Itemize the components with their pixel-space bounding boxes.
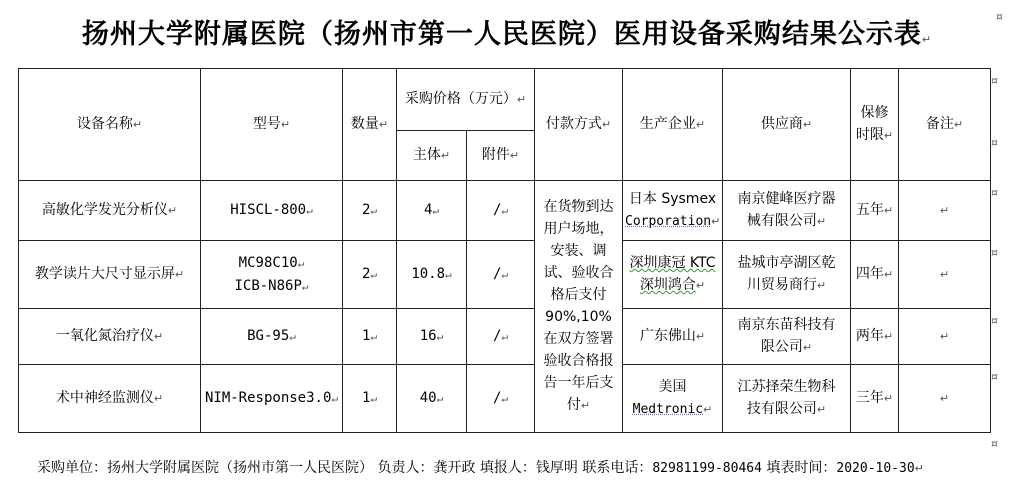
- header-price-group: 采购价格（万元）↵: [397, 69, 535, 131]
- cell-qty: 1↵: [343, 365, 397, 433]
- cell-model: HISCL-800↵: [201, 181, 343, 241]
- cell-supplier: 南京健峰医疗器 械有限公司↵: [723, 181, 851, 241]
- footer-filler: 钱厚明: [535, 460, 578, 476]
- cell-manufacturer: 深圳康冠 KTC 深圳鸿合↵: [623, 241, 723, 309]
- procurement-table: [18, 68, 991, 433]
- cell-remark: ↵: [899, 181, 991, 241]
- cell-qty: 2↵: [343, 181, 397, 241]
- cell-price-main: 4↵: [397, 181, 467, 241]
- row-end-mark: ¤: [991, 314, 998, 327]
- header-warranty: 保修 时限↵: [851, 69, 899, 181]
- footer-unit: 扬州大学附属医院（扬州市第一人民医院）: [107, 460, 373, 476]
- header-payment: 付款方式↵: [535, 69, 623, 181]
- header-price-attach: 附件↵: [467, 131, 535, 181]
- footer-owner-label: 负责人：: [377, 460, 434, 476]
- table-row: [19, 241, 991, 309]
- document-title: [0, 12, 1014, 51]
- cell-remark: ↵: [899, 309, 991, 365]
- row-end-mark: ¤: [991, 246, 998, 259]
- header-price-main: 主体↵: [397, 131, 467, 181]
- footer-date-label: 填表时间：: [766, 460, 837, 476]
- paragraph-mark: ↵: [921, 33, 933, 46]
- cell-price-attach: /↵: [467, 181, 535, 241]
- row-end-mark: ¤: [991, 74, 998, 87]
- header-qty: 数量↵: [343, 69, 397, 181]
- cell-manufacturer: 广东佛山↵: [623, 309, 723, 365]
- footer-phone: 82981199-80464: [652, 461, 762, 476]
- cell-warranty: 三年↵: [851, 365, 899, 433]
- cell-model: MC98C10↵ ICB-N86P↵: [201, 241, 343, 309]
- footer-date: 2020-10-30: [836, 461, 915, 476]
- cell-price-attach: /↵: [467, 365, 535, 433]
- paragraph-mark: ↵: [914, 462, 924, 475]
- cell-model: BG-95↵: [201, 309, 343, 365]
- cell-price-main: 16↵: [397, 309, 467, 365]
- header-supplier: 供应商↵: [723, 69, 851, 181]
- cell-supplier: 南京东苗科技有 限公司↵: [723, 309, 851, 365]
- cell-name: 术中神经监测仪↵: [19, 365, 201, 433]
- cell-qty: 1↵: [343, 309, 397, 365]
- header-model: 型号↵: [201, 69, 343, 181]
- table-row: [19, 181, 991, 241]
- cell-price-main: 10.8↵: [397, 241, 467, 309]
- cell-warranty: 四年↵: [851, 241, 899, 309]
- footer-filler-label: 填报人：: [479, 460, 536, 476]
- cell-price-attach: /↵: [467, 241, 535, 309]
- cell-remark: ↵: [899, 365, 991, 433]
- footer-owner: 龚开政: [433, 460, 476, 476]
- cell-manufacturer: 美国 Medtronic↵: [623, 365, 723, 433]
- header-name: 设备名称↵: [19, 69, 201, 181]
- footer-info: [37, 457, 924, 477]
- row-end-mark: ¤: [991, 437, 998, 450]
- header-remark: 备注↵: [899, 69, 991, 181]
- header-manufacturer: 生产企业↵: [623, 69, 723, 181]
- row-end-mark: ¤: [991, 370, 998, 383]
- cell-model: NIM-Response3.0↵: [201, 365, 343, 433]
- cell-price-attach: /↵: [467, 309, 535, 365]
- cell-supplier: 盐城市亭湖区乾 川贸易商行↵: [723, 241, 851, 309]
- cell-remark: ↵: [899, 241, 991, 309]
- cell-name: 教学读片大尺寸显示屏↵: [19, 241, 201, 309]
- table-row: [19, 365, 991, 433]
- row-end-mark: ¤: [991, 186, 998, 199]
- cell-payment-terms: 在货物到达用户场地，安装、调试、验收合格后支付90%,10%在双方签署验收合格报告一年后支付↵: [535, 181, 623, 433]
- row-end-mark: ¤: [991, 136, 998, 149]
- title-text: 扬州大学附属医院（扬州市第一人民医院）医用设备采购结果公示表: [81, 19, 922, 50]
- cell-qty: 2↵: [343, 241, 397, 309]
- cell-manufacturer: 日本 Sysmex Corporation↵: [623, 181, 723, 241]
- footer-phone-label: 联系电话：: [582, 460, 653, 476]
- corner-mark: ¤: [996, 10, 1003, 23]
- cell-price-main: 40↵: [397, 365, 467, 433]
- cell-name: 一氧化氮治疗仪↵: [19, 309, 201, 365]
- footer-unit-label: 采购单位：: [37, 460, 107, 476]
- table-row: [19, 309, 991, 365]
- cell-supplier: 江苏择荣生物科 技有限公司↵: [723, 365, 851, 433]
- cell-warranty: 五年↵: [851, 181, 899, 241]
- header-row-1: [19, 69, 991, 131]
- cell-name: 高敏化学发光分析仪↵: [19, 181, 201, 241]
- cell-warranty: 两年↵: [851, 309, 899, 365]
